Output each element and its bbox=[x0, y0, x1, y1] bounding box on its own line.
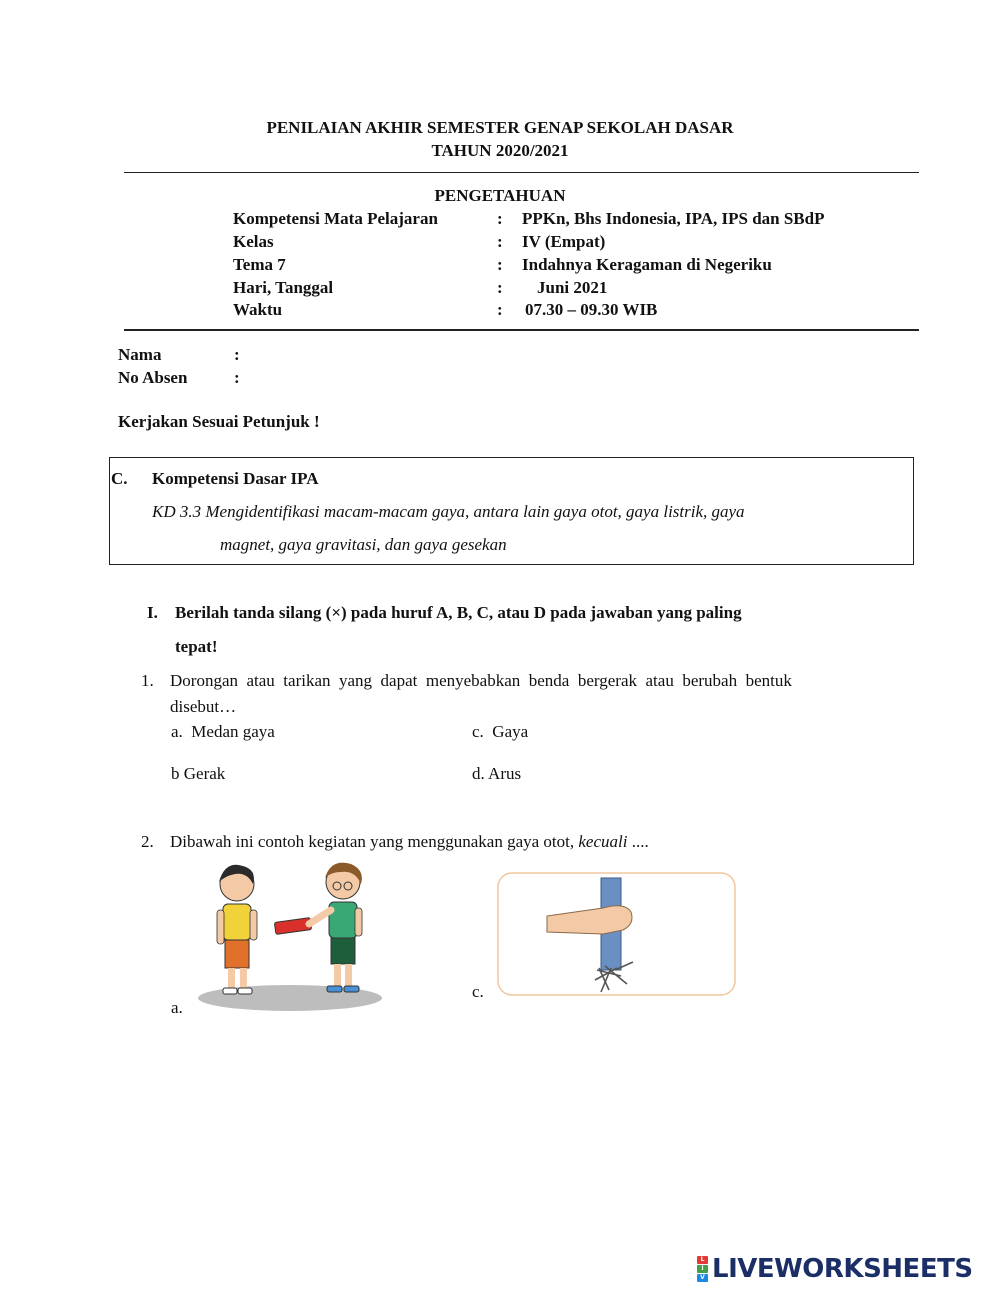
info-value-class: IV (Empat) bbox=[522, 232, 606, 251]
q2-option-a-label[interactable]: a. bbox=[171, 998, 183, 1017]
q1-text-line2: disebut… bbox=[170, 697, 237, 716]
q2-option-c-label[interactable]: c. bbox=[472, 982, 484, 1001]
exam-year: TAHUN 2020/2021 bbox=[431, 141, 569, 160]
info-value-time: 07.30 – 09.30 WIB bbox=[525, 300, 658, 319]
q1-option-b[interactable]: b Gerak bbox=[171, 764, 226, 783]
part-numeral: I. bbox=[147, 603, 158, 622]
info-label-time: Waktu bbox=[233, 300, 283, 319]
q2-text-end: .... bbox=[627, 832, 649, 851]
q2-text bbox=[170, 832, 649, 852]
info-colon: : bbox=[497, 300, 503, 319]
info-colon: : bbox=[497, 232, 503, 251]
kd-line2: magnet, gaya gravitasi, dan gaya gesekan bbox=[220, 535, 507, 554]
info-label-subject: Kompetensi Mata Pelajaran bbox=[233, 209, 438, 228]
liveworksheets-logo bbox=[697, 1253, 973, 1285]
name-colon: : bbox=[234, 345, 240, 364]
q2-number: 2. bbox=[141, 832, 154, 851]
q2-text-main: Dibawah ini contoh kegiatan yang menggunakan gaya otot, bbox=[170, 832, 579, 851]
kd-title: Kompetensi Dasar IPA bbox=[152, 469, 319, 488]
absen-colon: : bbox=[234, 368, 240, 387]
info-label-class: Kelas bbox=[233, 232, 274, 251]
magnet-hand-illustration[interactable] bbox=[497, 872, 737, 998]
section-title: PENGETAHUAN bbox=[434, 186, 566, 205]
info-label-date: Hari, Tanggal bbox=[233, 278, 334, 297]
header-divider bbox=[124, 172, 919, 173]
absen-label: No Absen bbox=[118, 368, 188, 387]
q1-option-a[interactable]: a. Medan gaya bbox=[171, 722, 275, 741]
exam-title: PENILAIAN AKHIR SEMESTER GENAP SEKOLAH DASAR bbox=[266, 118, 734, 137]
logo-badge-v: V bbox=[697, 1274, 708, 1282]
part-instruction-line2: tepat! bbox=[175, 637, 218, 656]
instruction: Kerjakan Sesuai Petunjuk ! bbox=[118, 412, 320, 431]
red-book bbox=[274, 918, 311, 935]
info-value-theme: Indahnya Keragaman di Negeriku bbox=[522, 255, 772, 274]
info-colon: : bbox=[497, 255, 503, 274]
info-divider bbox=[124, 329, 919, 331]
two-kids-illustration[interactable] bbox=[195, 858, 385, 1016]
info-label-theme: Tema 7 bbox=[233, 255, 286, 274]
kid-left bbox=[217, 865, 257, 994]
kd-line1: KD 3.3 Mengidentifikasi macam-macam gaya, antara lain gaya otot, gaya listrik, gaya bbox=[152, 502, 745, 521]
info-value-subject: PPKn, Bhs Indonesia, IPA, IPS dan SBdP bbox=[522, 209, 825, 228]
part-instruction-line1: Berilah tanda silang (×) pada huruf A, B, C, atau D pada jawaban yang paling bbox=[175, 603, 742, 622]
logo-badge-i: I bbox=[697, 1265, 708, 1273]
q1-number: 1. bbox=[141, 671, 154, 690]
name-label: Nama bbox=[118, 345, 162, 364]
logo-text: LIVEWORKSHEETS bbox=[712, 1254, 973, 1284]
logo-badge bbox=[697, 1256, 708, 1282]
kid-right bbox=[309, 863, 362, 992]
logo-badge-l: L bbox=[697, 1256, 708, 1264]
q1-text-line1: Dorongan atau tarikan yang dapat menyebabkan benda bergerak atau berubah bentuk bbox=[170, 671, 792, 690]
info-colon: : bbox=[497, 278, 503, 297]
q1-option-d[interactable]: d. Arus bbox=[472, 764, 522, 783]
kd-letter: C. bbox=[111, 469, 128, 488]
info-colon: : bbox=[497, 209, 503, 228]
info-value-date: Juni 2021 bbox=[537, 278, 608, 297]
q2-text-italic: kecuali bbox=[578, 832, 628, 851]
q1-option-c[interactable]: c. Gaya bbox=[472, 722, 529, 741]
